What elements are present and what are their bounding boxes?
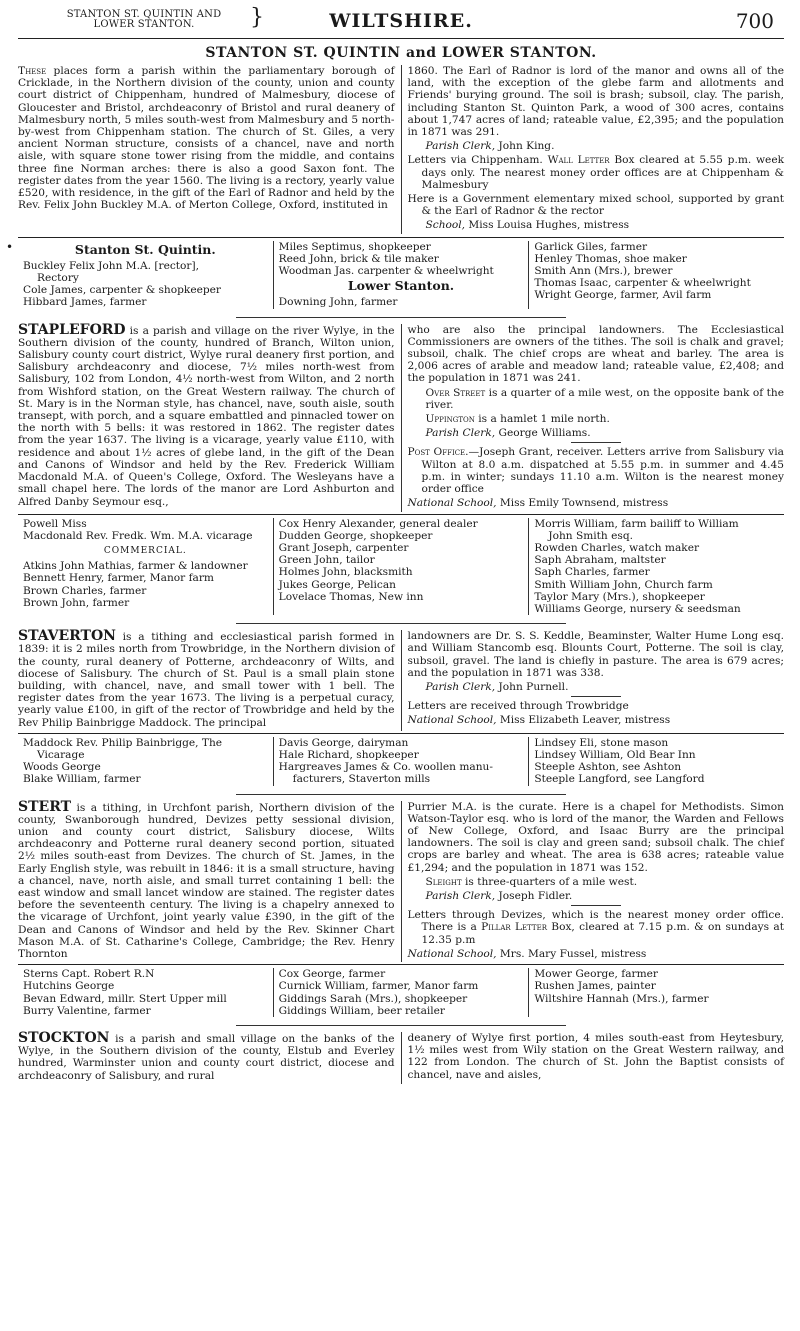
directory-entry: Lindsey William, Old Bear Inn (534, 748, 696, 761)
page-number: 700 (735, 9, 774, 33)
directory-entry: Powell Miss (23, 517, 87, 530)
section-staverton (18, 630, 784, 785)
directory-entry: Steeple Ashton, see Ashton (534, 761, 682, 774)
directory-entry: Morris William, farm bailiff to William (534, 517, 739, 530)
header-rule (18, 38, 784, 39)
section-title: STANTON ST. QUINTIN and LOWER STANTON. (205, 45, 597, 61)
directory-entry: Thomas Isaac, carpenter & wheelwright (534, 277, 751, 290)
section-stert (18, 798, 784, 1017)
directory-heading: COMMERCIAL. (103, 545, 187, 556)
directory-entry: Giddings William, beer retailer (278, 1004, 446, 1017)
trade-directory (18, 737, 784, 786)
directory-entry: Williams George, nursery & seedsman (534, 602, 741, 615)
right-column: who are also the principal landowners. The Ecclesiastical Commissioners are owners of the tithes. The soil is chalk and gravel; subsoil, chalk. The chief crops are wheat and barley. The area is 2,006 acres of arable and meadow land; rateable value, £2,408; and the population in 1871 was 241. Over Street is a quarter of a mile west, on the opposite bank of the river. Uppington is a hamlet 1 mile north. Parish Clerk, George Williams. Post Office.—Joseph Grant, receiver. Letters arrive from Salisbury via Wilton at 8.0 a.m. dispatched at 5.55 p.m. in summer and 4.45 p.m. in winter; sundays 11.10 a.m. Wilton is the nearest money order office National School, Miss Emily Townsend, mistress (407, 323, 784, 510)
directory-entry: Cox George, farmer (278, 968, 386, 981)
directory-entry: Rushen James, painter (534, 980, 656, 993)
directory-entry: Saph Abraham, maltster (534, 554, 666, 567)
directory-entry: Hibbard James, farmer (23, 296, 147, 309)
left-column: STOCKTON is a parish and small village on the banks of the Wylye, in the Southern division of the county, Elstub and Everley hundred, Warminster union and county court district, diocese and archdeaconry of Salisbury, and rural (18, 1032, 402, 1084)
directory-page (6, 5, 785, 1084)
directory-entry: Taylor Mary (Mrs.), shopkeeper (534, 590, 705, 603)
page-header (18, 5, 784, 38)
section-stanton (6, 45, 785, 309)
directory-entry: Woodman Jas. carpenter & wheelwright (278, 265, 494, 278)
directory-entry: Bennett Henry, farmer, Manor farm (23, 572, 214, 585)
directory-heading: Lower Stanton. (347, 278, 455, 294)
directory-entry: Steeple Langford, see Langford (534, 773, 705, 786)
directory-entry: Hale Richard, shopkeeper (278, 748, 419, 761)
left-column: STERT is a tithing, in Urchfont parish, Northern division of the county, Swanborough hundred, Devizes petty sessional division, union and county court district, Salisbury diocese, Wilts archdeaconry and Potterne rural deanery second portion, situated 2½ miles south-east from Devizes. The church of St. James, in the Early English style, was rebuilt in 1846: it is a small structure, having a chancel, nave, north aisle, and small turret containing 1 bell: the east window and small lancet window are stained. The register dates before the seventeenth century. The living is a chapelry annexed to the vicarage of Urchfont, joint yearly value £390, in the gift of the Dean and Canons of Windsor and held by the Rev. Skinner Chart Mason M.A. of St. Catharine's College, Cambridge; the Rev. Henry Thornton (18, 801, 402, 963)
county-title: WILTSHIRE. (329, 10, 473, 32)
directory-entry: Bevan Edward, millr. Stert Upper mill (23, 992, 227, 1005)
directory-entry: John Smith esq. (548, 529, 633, 542)
directory-entry: Curnick William, farmer, Manor farm (278, 980, 479, 993)
directory-entry: Atkins John Mathias, farmer & landowner (23, 560, 248, 573)
directory-entry: Davis George, dairyman (278, 736, 409, 749)
directory-entry: Smith Ann (Mrs.), brewer (534, 265, 673, 278)
directory-entry: Brown Charles, farmer (23, 584, 147, 597)
directory-entry: Reed John, brick & tile maker (278, 252, 439, 265)
directory-entry: facturers, Staverton mills (292, 773, 431, 786)
directory-entry: Saph Charles, farmer (534, 566, 650, 579)
section-divider (236, 1025, 566, 1026)
section-stapleford (18, 321, 784, 615)
section-divider (236, 623, 566, 624)
right-column: landowners are Dr. S. S. Keddle, Beaminster, Walter Hume Long esq. and William Stancomb esq. Blounts Court, Potterne. The soil is clay, subsoil, gravel. The land is chiefly in pasture. The area is 679 acres; and the population in 1871 was 338. Parish Clerk, John Purnell. Letters are received through Trowbridge National School, Miss Elizabeth Leaver, mistress (407, 630, 784, 727)
running-head: STANTON ST. QUINTIN AND LOWER STANTON. (66, 9, 222, 30)
directory-entry: Maddock Rev. Philip Bainbrigge, The (23, 736, 223, 749)
directory-entry: Downing John, farmer (278, 296, 398, 309)
directory-entry: Grant Joseph, carpenter (278, 541, 409, 554)
directory-entry: Holmes John, blacksmith (278, 566, 413, 579)
directory-entry: Hargreaves James & Co. woollen manu- (278, 761, 493, 774)
bullet: • (6, 239, 14, 254)
directory-entry: Lindsey Eli, stone mason (534, 736, 669, 749)
left-column: STAVERTON is a tithing and ecclesiastical parish formed in 1839: it is 2 miles north from Trowbridge, in the Northern division of the county, rural deanery of Potterne, archdeaconry of Wilts, and diocese of Salisbury. The church of St. Paul is a small plain stone building, with chancel, nave, and small tower with 1 bell. The register dates from the year 1673. The living is a perpetual curacy, yearly value £100, in gift of the rector of Trowbridge and held by the Rev Philip Bainbrigge Maddock. The principal (18, 630, 402, 731)
directory-entry: Lovelace Thomas, New inn (278, 590, 424, 603)
directory-entry: Green John, tailor (278, 554, 375, 567)
directory-entry: Vicarage (37, 748, 85, 761)
directory-entry: Sterns Capt. Robert R.N (23, 968, 155, 981)
section-divider (236, 317, 566, 318)
section-divider (236, 794, 566, 795)
trade-directory (18, 968, 784, 1017)
directory-entry: Cole James, carpenter & shopkeeper (23, 284, 221, 297)
directory-entry: Dudden George, shopkeeper (278, 529, 433, 542)
directory-entry: Smith William John, Church farm (534, 578, 713, 591)
section-stockton (18, 1032, 784, 1084)
directory-entry: Rowden Charles, watch maker (534, 541, 700, 554)
right-column: deanery of Wylye first portion, 4 miles south-east from Heytesbury, 1½ miles west from Wily station on the Great Western railway, and 122 from London. The church of St. John the Baptist consists of chancel, nave and aisles, (407, 1032, 784, 1081)
directory-entry: Buckley Felix John M.A. [rector], (23, 259, 199, 272)
left-column: These places form a parish within the parliamentary borough of Cricklade, in the Northern division of the county, union and county court district of Chippenham, hundred of Malmesbury, diocese of Gloucester and Bristol, archdeaconry of Bristol and rural deanery of Malmesbury north, 5 miles south-west from Malmesbury and 5 north-by-west from Chippenham station. The church of St. Giles, a very ancient Norman structure, consists of a chancel, nave and north aisle, with square stone tower rising from the middle, and contains three fine Norman arches: there is also a good Saxon font. The register dates from the year 1560. The living is a rectory, yearly value £520, with residence, in the gift of the Earl of Radnor and held by the Rev. Felix John Buckley M.A. of Merton College, Oxford, instituted in (18, 65, 402, 234)
directory-entry: Giddings Sarah (Mrs.), shopkeeper (278, 992, 468, 1005)
directory-entry: Henley Thomas, shoe maker (534, 252, 687, 265)
right-column: Purrier M.A. is the curate. Here is a chapel for Methodists. Simon Watson-Taylor esq. who is lord of the manor, the Warden and Fellows of New College, Oxford, and Isaac Burry are the principal landowners. The soil is clay and green sand; subsoil chalk. The chief crops are barley and wheat. The area is 638 acres; rateable value £1,294; and the population in 1871 was 152. Sleight is three-quarters of a mile west. Parish Clerk, Joseph Fidler. Letters through Devizes, which is the nearest money order office. There is a Pillar Letter Box, cleared at 7.15 p.m. & on sundays at 12.35 p.m National School, Mrs. Mary Fussel, mistress (407, 800, 784, 960)
directory-entry: Woods George (23, 761, 101, 774)
directory-entry: Miles Septimus, shopkeeper (278, 240, 431, 253)
trade-directory: • Stanton St. Quintin. Buckley Felix John M.A. [rector], Rectory Cole James, carpenter & shopkeeper Hibbard James, farmer Miles Septimus, shopkeeper Reed John, brick & tile maker Woodman Jas. carpenter & wheelwright Lower Stanton. Downing John, farmer Garlick Giles, farmer Henley Thomas, shoe maker Smith Ann (Mrs.), brewer Thomas Isaac, carpenter & wheelwright Wright George, farmer, Avil farm (18, 241, 784, 309)
directory-entry: Wiltshire Hannah (Mrs.), farmer (534, 992, 709, 1005)
directory-entry: Wright George, farmer, Avil farm (534, 289, 712, 302)
brace: } (250, 5, 264, 30)
left-column: STAPLEFORD is a parish and village on the river Wylye, in the Southern division of the county, hundred of Branch, Wilton union, Salisbury county court district, Wylye rural deanery first portion, and Salisbury archdeaconry and diocese, 7½ miles north-west from Salisbury, 102 from London, 4½ north-west from Wilton, and 2 north from Wishford station, on the Great Western railway. The church of St. Mary is in the Norman style, has chancel, nave, south aisle, south transept, with porch, and a square embattled and pinnacled tower on the north with 5 bells: it was restored in 1862. The register dates from the year 1637. The living is a vicarage, yearly value £110, with residence and about 1½ acres of glebe land, in the gift of the Dean and Canons of Windsor and held by the Rev. Frederick William Macdonald M.A. of Queen's College, Oxford. The Wesleyans have a small chapel here. The lords of the manor are Lord Ashburton and Alfred Danby Seymour esq., (18, 324, 402, 512)
right-column: 1860. The Earl of Radnor is lord of the manor and owns all of the land, with the exception of the glebe farm and allotments and Friends' burying ground. The soil is brash; subsoil, clay. The parish, including Stanton St. Quinton Park, a wood of 300 acres, contains about 1,747 acres of land; rateable value, £2,395; and the population in 1871 was 291. Parish Clerk, John King. Letters via Chippenham. Wall Letter Box cleared at 5.55 p.m. week days only. The nearest money order offices are at Chippenham & Malmesbury Here is a Government elementary mixed school, supported by grant & the Earl of Radnor & the rector School, Miss Louisa Hughes, mistress (407, 65, 785, 232)
directory-entry: Brown John, farmer (23, 596, 130, 609)
directory-entry: Macdonald Rev. Fredk. Wm. M.A. vicarage (23, 529, 253, 542)
directory-entry: Burry Valentine, farmer (23, 1004, 151, 1017)
directory-entry: Garlick Giles, farmer (534, 240, 648, 253)
directory-entry: Mower George, farmer (534, 968, 658, 981)
trade-directory (18, 518, 784, 616)
directory-entry: Hutchins George (23, 980, 115, 993)
directory-entry: Rectory (37, 272, 79, 285)
directory-entry: Jukes George, Pelican (278, 578, 396, 591)
directory-entry: Cox Henry Alexander, general dealer (278, 517, 478, 530)
directory-entry: Blake William, farmer (23, 773, 141, 786)
